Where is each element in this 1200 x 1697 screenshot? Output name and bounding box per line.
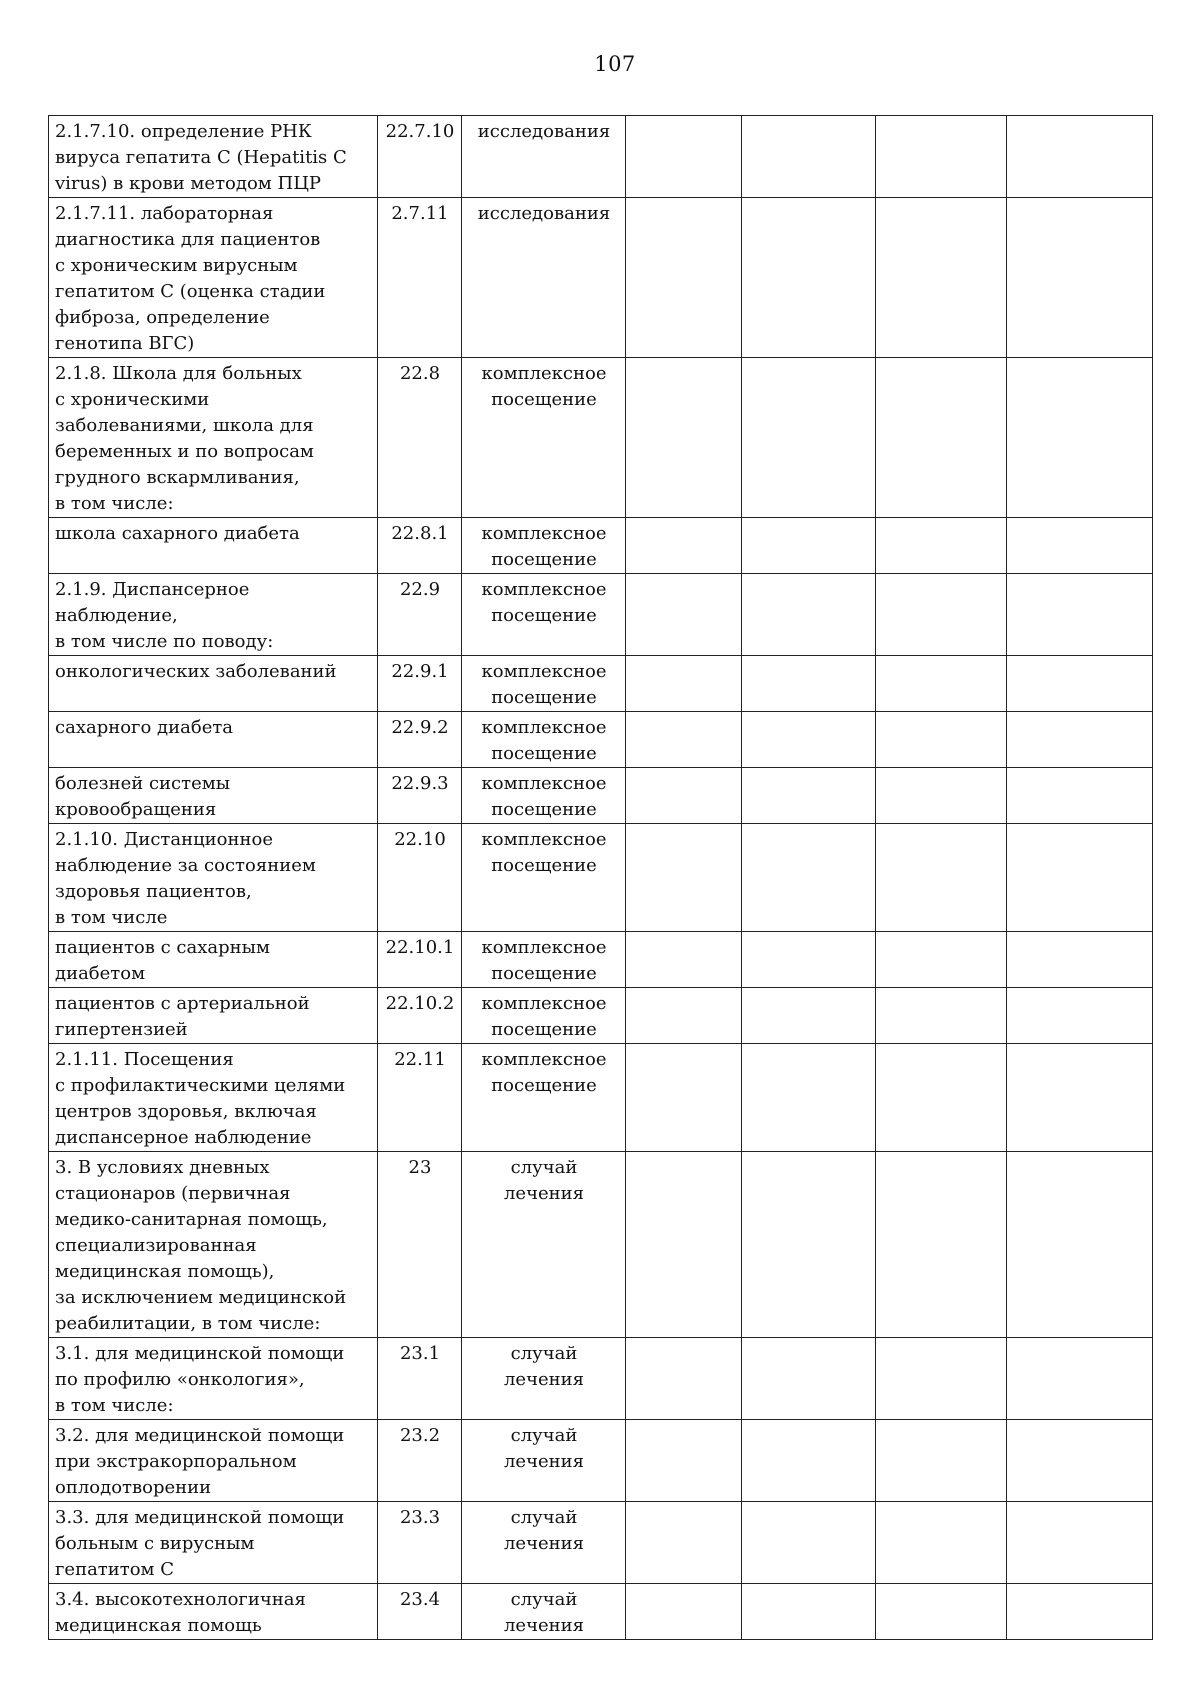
empty-value-cell [876, 1338, 1007, 1420]
empty-value-cell [1007, 518, 1153, 574]
empty-value-cell [1007, 824, 1153, 932]
empty-value-cell [1007, 1502, 1153, 1584]
empty-value-cell [742, 656, 876, 712]
empty-value-cell [1007, 574, 1153, 656]
row-code-cell: 22.9.2 [378, 712, 462, 768]
row-code-cell: 22.7.10 [378, 116, 462, 198]
empty-value-cell [876, 656, 1007, 712]
row-name-cell: 2.1.7.10. определение РНК вируса гепатита С (Hepatitis C virus) в крови методом ПЦР [49, 116, 378, 198]
empty-value-cell [1007, 988, 1153, 1044]
row-code-cell: 23.4 [378, 1584, 462, 1640]
empty-value-cell [626, 1420, 742, 1502]
table-row [49, 518, 1153, 574]
row-code-cell: 22.10.2 [378, 988, 462, 1044]
empty-value-cell [876, 518, 1007, 574]
row-name-cell: 3. В условиях дневных стационаров (первичная медико-санитарная помощь, специализированная медицинская помощь), за исключением медицинской реабилитации, в том числе: [49, 1152, 378, 1338]
empty-value-cell [1007, 1044, 1153, 1152]
row-name-cell: онкологических заболеваний [49, 656, 378, 712]
empty-value-cell [626, 988, 742, 1044]
table-row [49, 116, 1153, 198]
row-code-cell: 22.10 [378, 824, 462, 932]
table-row [49, 712, 1153, 768]
empty-value-cell [626, 824, 742, 932]
table-row [49, 768, 1153, 824]
empty-value-cell [626, 358, 742, 518]
table-row [49, 574, 1153, 656]
empty-value-cell [1007, 768, 1153, 824]
table-row [49, 358, 1153, 518]
empty-value-cell [626, 574, 742, 656]
row-name-cell: 3.1. для медицинской помощи по профилю «онкология», в том числе: [49, 1338, 378, 1420]
row-name-cell: 2.1.10. Дистанционное наблюдение за состоянием здоровья пациентов, в том числе [49, 824, 378, 932]
row-unit-cell: случай лечения [462, 1502, 626, 1584]
empty-value-cell [876, 768, 1007, 824]
empty-value-cell [876, 1152, 1007, 1338]
row-code-cell: 23.1 [378, 1338, 462, 1420]
row-unit-cell: комплексное посещение [462, 358, 626, 518]
row-unit-cell: комплексное посещение [462, 988, 626, 1044]
row-code-cell: 22.9.1 [378, 656, 462, 712]
empty-value-cell [742, 988, 876, 1044]
table-body [49, 116, 1153, 1640]
table-row [49, 1420, 1153, 1502]
empty-value-cell [876, 358, 1007, 518]
empty-value-cell [626, 1502, 742, 1584]
empty-value-cell [742, 1338, 876, 1420]
row-unit-cell: комплексное посещение [462, 712, 626, 768]
row-code-cell: 22.8 [378, 358, 462, 518]
row-name-cell: сахарного диабета [49, 712, 378, 768]
empty-value-cell [626, 1044, 742, 1152]
table-row [49, 932, 1153, 988]
row-name-cell: 2.1.7.11. лабораторная диагностика для пациентов с хроническим вирусным гепатитом С (оценка стадии фиброза, определение генотипа ВГС) [49, 198, 378, 358]
row-unit-cell: комплексное посещение [462, 932, 626, 988]
empty-value-cell [626, 656, 742, 712]
empty-value-cell [742, 1152, 876, 1338]
row-name-cell: 2.1.11. Посещения с профилактическими целями центров здоровья, включая диспансерное наблюдение [49, 1044, 378, 1152]
empty-value-cell [1007, 712, 1153, 768]
table-row [49, 988, 1153, 1044]
empty-value-cell [876, 988, 1007, 1044]
row-code-cell: 22.9 [378, 574, 462, 656]
empty-value-cell [1007, 1584, 1153, 1640]
empty-value-cell [1007, 358, 1153, 518]
empty-value-cell [742, 712, 876, 768]
row-code-cell: 22.10.1 [378, 932, 462, 988]
empty-value-cell [876, 198, 1007, 358]
table-row [49, 1044, 1153, 1152]
empty-value-cell [626, 768, 742, 824]
empty-value-cell [626, 1584, 742, 1640]
row-unit-cell: комплексное посещение [462, 1044, 626, 1152]
empty-value-cell [626, 1338, 742, 1420]
row-unit-cell: комплексное посещение [462, 518, 626, 574]
empty-value-cell [876, 1044, 1007, 1152]
empty-value-cell [742, 518, 876, 574]
table-row [49, 656, 1153, 712]
empty-value-cell [1007, 656, 1153, 712]
empty-value-cell [876, 1420, 1007, 1502]
row-code-cell: 2.7.11 [378, 198, 462, 358]
empty-value-cell [742, 1420, 876, 1502]
row-unit-cell: комплексное посещение [462, 768, 626, 824]
empty-value-cell [626, 198, 742, 358]
table-row [49, 1502, 1153, 1584]
row-unit-cell: случай лечения [462, 1420, 626, 1502]
table-row [49, 824, 1153, 932]
table-row [49, 1152, 1153, 1338]
row-code-cell: 23.2 [378, 1420, 462, 1502]
row-name-cell: школа сахарного диабета [49, 518, 378, 574]
row-name-cell: пациентов с сахарным диабетом [49, 932, 378, 988]
empty-value-cell [626, 712, 742, 768]
empty-value-cell [742, 1044, 876, 1152]
empty-value-cell [626, 1152, 742, 1338]
empty-value-cell [742, 198, 876, 358]
row-unit-cell: случай лечения [462, 1152, 626, 1338]
empty-value-cell [1007, 1338, 1153, 1420]
row-unit-cell: случай лечения [462, 1338, 626, 1420]
row-name-cell: 2.1.9. Диспансерное наблюдение, в том числе по поводу: [49, 574, 378, 656]
empty-value-cell [876, 574, 1007, 656]
row-code-cell: 22.11 [378, 1044, 462, 1152]
empty-value-cell [1007, 932, 1153, 988]
table-row [49, 198, 1153, 358]
empty-value-cell [742, 824, 876, 932]
empty-value-cell [742, 932, 876, 988]
row-code-cell: 23 [378, 1152, 462, 1338]
row-code-cell: 22.9.3 [378, 768, 462, 824]
empty-value-cell [626, 932, 742, 988]
row-unit-cell: комплексное посещение [462, 824, 626, 932]
row-name-cell: 2.1.8. Школа для больных с хроническими заболеваниями, школа для беременных и по вопросам грудного вскармливания, в том числе: [49, 358, 378, 518]
empty-value-cell [876, 1584, 1007, 1640]
row-unit-cell: случай лечения [462, 1584, 626, 1640]
empty-value-cell [742, 574, 876, 656]
row-name-cell: 3.4. высокотехнологичная медицинская помощь [49, 1584, 378, 1640]
row-code-cell: 23.3 [378, 1502, 462, 1584]
table-row [49, 1584, 1153, 1640]
row-unit-cell: исследования [462, 198, 626, 358]
row-name-cell: пациентов с артериальной гипертензией [49, 988, 378, 1044]
data-table [48, 115, 1153, 1640]
row-unit-cell: исследования [462, 116, 626, 198]
empty-value-cell [1007, 1420, 1153, 1502]
row-code-cell: 22.8.1 [378, 518, 462, 574]
empty-value-cell [876, 1502, 1007, 1584]
row-name-cell: 3.3. для медицинской помощи больным с вирусным гепатитом С [49, 1502, 378, 1584]
empty-value-cell [742, 1584, 876, 1640]
empty-value-cell [742, 116, 876, 198]
row-name-cell: 3.2. для медицинской помощи при экстракорпоральном оплодотворении [49, 1420, 378, 1502]
empty-value-cell [1007, 116, 1153, 198]
empty-value-cell [876, 824, 1007, 932]
row-unit-cell: комплексное посещение [462, 574, 626, 656]
row-unit-cell: комплексное посещение [462, 656, 626, 712]
empty-value-cell [1007, 1152, 1153, 1338]
empty-value-cell [742, 358, 876, 518]
empty-value-cell [876, 712, 1007, 768]
empty-value-cell [1007, 198, 1153, 358]
empty-value-cell [742, 1502, 876, 1584]
empty-value-cell [742, 768, 876, 824]
empty-value-cell [626, 518, 742, 574]
page-number: 107 [594, 52, 636, 76]
empty-value-cell [626, 116, 742, 198]
table-row [49, 1338, 1153, 1420]
empty-value-cell [876, 932, 1007, 988]
empty-value-cell [876, 116, 1007, 198]
row-name-cell: болезней системы кровообращения [49, 768, 378, 824]
